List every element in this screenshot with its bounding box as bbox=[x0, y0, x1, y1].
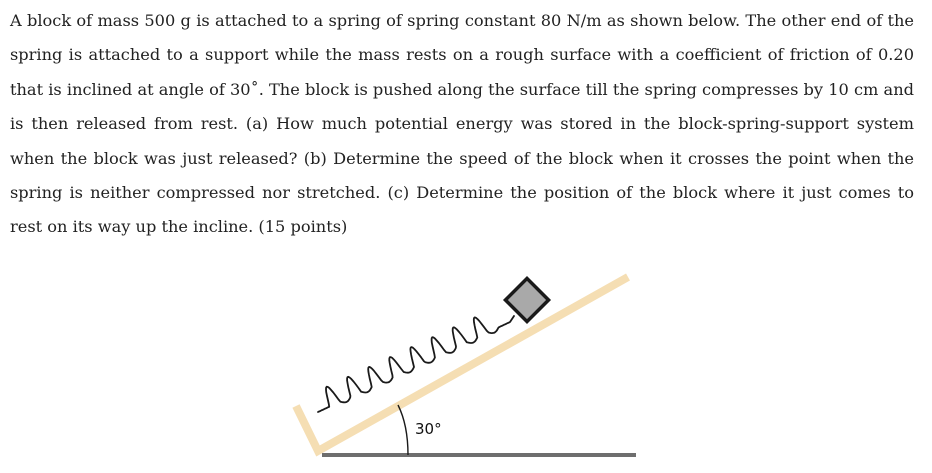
angle-arc bbox=[398, 405, 408, 455]
incline-surface bbox=[296, 277, 628, 451]
problem-statement: A block of mass 500 g is attached to a spring of spring constant 80 N/m as shown below. The other end of the spring is attached to a support while the mass rests on a rough surface with a coefficient of friction of 0.20 that is inclined at angle of 30˚. The block is pushed along the surface till the spring compresses by 10 cm and is then released from rest. (a) How much potential energy was stored in the block-spring-support system when the block was just released? (b) Determine the speed of the block when it crosses the point when the spring is neither compressed nor stretched. (c) Determine the position of the block where it just comes to rest on its way up the incline. (15 points) bbox=[10, 11, 914, 237]
angle-label: 30° bbox=[415, 420, 442, 438]
block bbox=[503, 276, 551, 324]
